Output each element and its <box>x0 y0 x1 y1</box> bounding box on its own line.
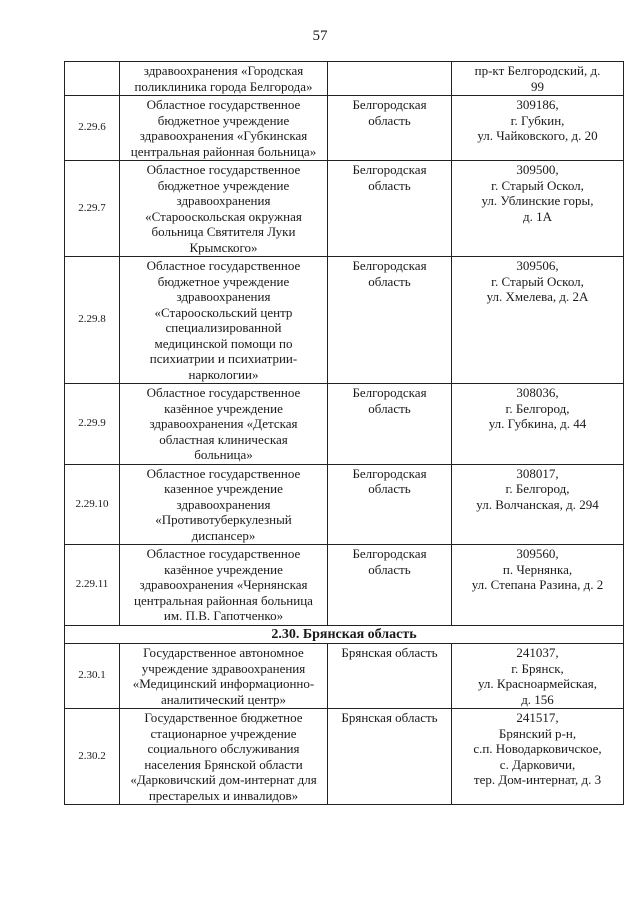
institution-name <box>120 644 328 709</box>
institution-name-line: аналитический центр» <box>160 691 287 707</box>
region-line: Брянская область <box>341 710 438 725</box>
row-number: 2.29.8 <box>65 257 120 384</box>
table-row <box>65 545 624 626</box>
address-line: г. Белгород, <box>505 481 570 496</box>
address-line: пр-кт Белгородский, д. <box>474 63 601 78</box>
institution-name-line: психиатрии и психиатрии- <box>149 351 298 366</box>
table-row <box>65 384 624 465</box>
address <box>452 545 624 626</box>
institution-name-line: учреждение здравоохранения <box>141 660 306 676</box>
address-line: ул. Ублинские горы, <box>481 193 594 208</box>
institution-name-line: Областное государственное <box>146 162 301 177</box>
institution-name-line: престарелых и инвалидов» <box>148 787 299 803</box>
region-line: Белгородская <box>352 258 427 273</box>
address-line: д. 1А <box>522 208 552 224</box>
address-line: г. Старый Оскол, <box>491 177 584 193</box>
institution-name-line: специализированной <box>165 320 282 335</box>
table-row <box>65 644 624 709</box>
institution-name-line: населения Брянской области <box>144 756 303 772</box>
institution-name-line: «Медицинский информационно- <box>132 676 315 691</box>
address <box>452 384 624 465</box>
address-line: ул. Хмелева, д. 2А <box>486 289 589 304</box>
section-header-row <box>65 625 624 644</box>
row-number: 2.29.9 <box>65 384 120 465</box>
address-line: ул. Волчанская, д. 294 <box>476 496 599 512</box>
institution-name-line: «Противотуберкулезный <box>155 512 292 527</box>
row-number: 2.29.11 <box>65 545 120 626</box>
institution-name-line: Областное государственное <box>146 465 301 481</box>
address <box>452 709 624 805</box>
address-line: 308017, <box>516 465 559 481</box>
institution-name-line: здравоохранения <box>176 193 271 208</box>
table-row <box>65 96 624 161</box>
address <box>452 257 624 384</box>
address-line: 308036, <box>516 385 559 400</box>
institution-name-line: социального обслуживания <box>147 741 300 756</box>
institution-name <box>120 384 328 465</box>
region-line: Брянская область <box>341 645 438 660</box>
institution-name <box>120 464 328 545</box>
region <box>328 384 452 465</box>
address-line: г. Белгород, <box>505 400 570 416</box>
institution-name <box>120 62 328 96</box>
institution-name-line: Областное государственное <box>146 97 301 112</box>
institution-name-line: центральная районная больница <box>134 592 313 608</box>
table-row <box>65 161 624 257</box>
institution-name-line: здравоохранения <box>176 289 271 304</box>
institution-name-line: бюджетное учреждение <box>157 177 290 193</box>
institution-name-line: медицинской помощи по <box>154 335 293 351</box>
address-line: п. Чернянка, <box>502 561 573 577</box>
institution-name-line: Государственное бюджетное <box>144 710 303 725</box>
registry-table <box>64 61 624 805</box>
region-line: область <box>368 400 411 416</box>
region-line: Белгородская <box>352 162 427 177</box>
address-line: 99 <box>531 78 544 94</box>
institution-name-line: больница» <box>194 447 253 462</box>
region <box>328 464 452 545</box>
region <box>328 257 452 384</box>
address-line: 241517, <box>516 710 559 725</box>
page-number: 57 <box>312 28 328 44</box>
address-line: ул. Степана Разина, д. 2 <box>471 577 604 592</box>
institution-name-line: здравоохранения «Чернянская <box>139 577 308 592</box>
institution-name <box>120 96 328 161</box>
institution-name-line: стационарное учреждение <box>150 725 297 741</box>
address-line: 241037, <box>516 645 559 660</box>
institution-name-line: центральная районная больница» <box>130 143 317 159</box>
institution-name-line: Областное государственное <box>146 258 301 273</box>
table-row <box>65 257 624 384</box>
address-line: г. Старый Оскол, <box>491 273 584 289</box>
region <box>328 62 452 96</box>
address-line: 309506, <box>516 258 559 273</box>
region-line: область <box>368 561 411 577</box>
institution-name-line: больница Святителя Луки <box>151 224 296 239</box>
institution-name-line: здравоохранения «Детская <box>149 416 298 431</box>
region <box>328 709 452 805</box>
institution-name-line: казённое учреждение <box>164 400 283 416</box>
institution-name-line: здравоохранения <box>176 496 271 512</box>
institution-name-line: наркологии» <box>188 366 259 382</box>
address-line: 309560, <box>516 546 559 561</box>
address <box>452 644 624 709</box>
institution-name-line: поликлиника города Белгорода» <box>134 78 313 94</box>
address <box>452 161 624 257</box>
region <box>328 96 452 161</box>
region-line: область <box>368 112 411 128</box>
institution-name-line: Крымского» <box>189 239 258 255</box>
institution-name-line: областная клиническая <box>159 431 288 447</box>
institution-name <box>120 709 328 805</box>
address-line: 309500, <box>516 162 559 177</box>
institution-name <box>120 545 328 626</box>
institution-name <box>120 161 328 257</box>
region <box>328 545 452 626</box>
row-number: 2.29.7 <box>65 161 120 257</box>
region-line: область <box>368 273 411 289</box>
institution-name <box>120 257 328 384</box>
region-line: область <box>368 177 411 193</box>
region-line: область <box>368 481 411 496</box>
institution-name-line: «Старооскольская окружная <box>145 208 302 224</box>
section-title: 2.30. Брянская область <box>65 625 624 644</box>
institution-name-line: диспансер» <box>191 527 256 543</box>
address-line: 309186, <box>516 97 559 112</box>
address-line: ул. Красноармейская, <box>478 676 597 691</box>
row-number: 2.29.6 <box>65 96 120 161</box>
region <box>328 644 452 709</box>
row-number: 2.29.10 <box>65 464 120 545</box>
address-line: с.п. Новодарковичское, <box>473 741 602 756</box>
institution-name-line: казённое учреждение <box>164 561 283 577</box>
region <box>328 161 452 257</box>
address <box>452 62 624 96</box>
institution-name-line: «Старооскольский центр <box>154 304 293 320</box>
table-row <box>65 709 624 805</box>
institution-name-line: здравоохранения «Городская <box>143 63 304 78</box>
table-row <box>65 62 624 96</box>
row-number: 2.30.2 <box>65 709 120 805</box>
registry-body <box>65 62 624 805</box>
institution-name-line: бюджетное учреждение <box>157 112 290 128</box>
institution-name-line: бюджетное учреждение <box>157 273 290 289</box>
address-line: г. Губкин, <box>510 112 565 128</box>
address-line: Брянский р-н, <box>498 725 577 741</box>
institution-name-line: казенное учреждение <box>164 481 283 496</box>
institution-name-line: Государственное автономное <box>143 645 304 660</box>
institution-name-line: здравоохранения «Губкинская <box>139 128 308 143</box>
row-number <box>65 62 120 96</box>
row-number: 2.30.1 <box>65 644 120 709</box>
region-line: Белгородская <box>352 97 427 112</box>
region-line: Белгородская <box>352 385 427 400</box>
institution-name-line: им. П.В. Гапотченко» <box>163 608 284 623</box>
region-line: Белгородская <box>352 465 427 481</box>
region-line: Белгородская <box>352 546 427 561</box>
address <box>452 464 624 545</box>
address-line: д. 156 <box>521 691 554 707</box>
institution-name-line: Областное государственное <box>146 546 301 561</box>
address-line: г. Брянск, <box>511 660 564 676</box>
institution-name-line: «Дарковичский дом-интернат для <box>130 772 317 787</box>
table-row <box>65 464 624 545</box>
address-line: с. Дарковичи, <box>499 756 576 772</box>
address-line: ул. Чайковского, д. 20 <box>477 128 598 143</box>
address-line: тер. Дом-интернат, д. 3 <box>473 772 602 787</box>
address <box>452 96 624 161</box>
address-line: ул. Губкина, д. 44 <box>488 416 587 431</box>
institution-name-line: Областное государственное <box>146 385 301 400</box>
